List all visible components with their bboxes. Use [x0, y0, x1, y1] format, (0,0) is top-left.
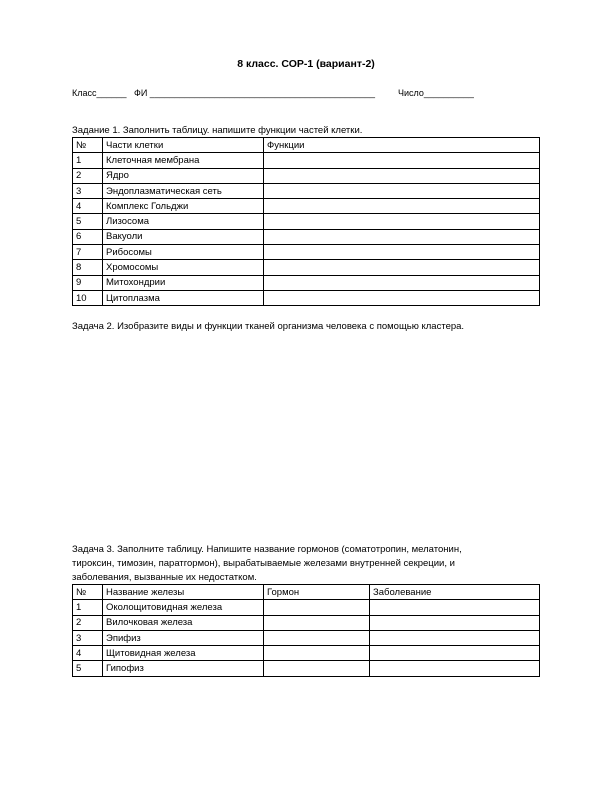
- row-number: 5: [73, 661, 103, 676]
- hormone-cell[interactable]: [264, 615, 370, 630]
- disease-cell[interactable]: [370, 600, 540, 615]
- row-number: 10: [73, 290, 103, 305]
- row-number: 4: [73, 646, 103, 661]
- row-number: 1: [73, 153, 103, 168]
- header-function: Функции: [264, 138, 540, 153]
- glands-table: [72, 584, 540, 677]
- hormone-cell[interactable]: [264, 646, 370, 661]
- row-number: 6: [73, 229, 103, 244]
- cell-parts-table: [72, 137, 540, 306]
- function-cell[interactable]: [264, 275, 540, 290]
- cell-part-name: Лизосома: [103, 214, 264, 229]
- table-header-row: [73, 138, 540, 153]
- table-row: [73, 600, 540, 615]
- cell-part-name: Рибосомы: [103, 245, 264, 260]
- table-row: [73, 199, 540, 214]
- header-gland: Название железы: [103, 585, 264, 600]
- header-cell-part: Части клетки: [103, 138, 264, 153]
- table-row: [73, 615, 540, 630]
- table-row: [73, 183, 540, 198]
- cell-part-name: Ядро: [103, 168, 264, 183]
- task1-heading: Задание 1. Заполнить таблицу. напишите функции частей клетки.: [72, 125, 363, 136]
- function-cell[interactable]: [264, 199, 540, 214]
- table-row: [73, 630, 540, 645]
- cell-part-name: Хромосомы: [103, 260, 264, 275]
- hormone-cell[interactable]: [264, 600, 370, 615]
- table-row: [73, 661, 540, 676]
- table-row: [73, 229, 540, 244]
- disease-cell[interactable]: [370, 661, 540, 676]
- header-hormone: Гормон: [264, 585, 370, 600]
- table-row: [73, 646, 540, 661]
- table-row: [73, 260, 540, 275]
- table-row: [73, 245, 540, 260]
- function-cell[interactable]: [264, 214, 540, 229]
- name-field: ФИ _____________________________________________: [134, 88, 376, 98]
- cell-part-name: Митохондрии: [103, 275, 264, 290]
- function-cell[interactable]: [264, 183, 540, 198]
- disease-cell[interactable]: [370, 630, 540, 645]
- task2-heading: Задача 2. Изобразите виды и функции тканей организма человека с помощью кластера.: [72, 321, 465, 332]
- hormone-cell[interactable]: [264, 661, 370, 676]
- cell-part-name: Цитоплазма: [103, 290, 264, 305]
- page-title: 8 класс. СОР-1 (вариант-2): [237, 58, 375, 70]
- row-number: 8: [73, 260, 103, 275]
- table-row: [73, 214, 540, 229]
- table-row: [73, 290, 540, 305]
- header-number: №: [73, 585, 103, 600]
- task3-heading-line: заболевания, вызванные их недостатком.: [72, 572, 257, 583]
- row-number: 2: [73, 168, 103, 183]
- cell-part-name: Клеточная мембрана: [103, 153, 264, 168]
- row-number: 1: [73, 600, 103, 615]
- function-cell[interactable]: [264, 290, 540, 305]
- disease-cell[interactable]: [370, 646, 540, 661]
- task3-heading-line: тироксин, тимозин, паратгормон), вырабатываемые железами внутренней секреции, и: [72, 558, 455, 569]
- cell-part-name: Вакуоли: [103, 229, 264, 244]
- row-number: 7: [73, 245, 103, 260]
- task3-heading: [72, 543, 462, 585]
- cell-part-name: Эндоплазматическая сеть: [103, 183, 264, 198]
- row-number: 5: [73, 214, 103, 229]
- function-cell[interactable]: [264, 229, 540, 244]
- gland-name: Вилочковая железа: [103, 615, 264, 630]
- cell-part-name: Комплекс Гольджи: [103, 199, 264, 214]
- table-row: [73, 275, 540, 290]
- table-header-row: [73, 585, 540, 600]
- row-number: 9: [73, 275, 103, 290]
- class-field: Класс______: [72, 88, 127, 98]
- function-cell[interactable]: [264, 153, 540, 168]
- row-number: 2: [73, 615, 103, 630]
- header-number: №: [73, 138, 103, 153]
- gland-name: Щитовидная железа: [103, 646, 264, 661]
- table-row: [73, 168, 540, 183]
- task3-heading-line: Задача 3. Заполните таблицу. Напишите название гормонов (соматотропин, мелатонин,: [72, 544, 462, 555]
- gland-name: Эпифиз: [103, 630, 264, 645]
- function-cell[interactable]: [264, 245, 540, 260]
- table-row: [73, 153, 540, 168]
- gland-name: Околощитовидная железа: [103, 600, 264, 615]
- gland-name: Гипофиз: [103, 661, 264, 676]
- header-disease: Заболевание: [370, 585, 540, 600]
- row-number: 3: [73, 630, 103, 645]
- row-number: 3: [73, 183, 103, 198]
- function-cell[interactable]: [264, 260, 540, 275]
- date-field: Число__________: [398, 88, 474, 98]
- function-cell[interactable]: [264, 168, 540, 183]
- row-number: 4: [73, 199, 103, 214]
- disease-cell[interactable]: [370, 615, 540, 630]
- hormone-cell[interactable]: [264, 630, 370, 645]
